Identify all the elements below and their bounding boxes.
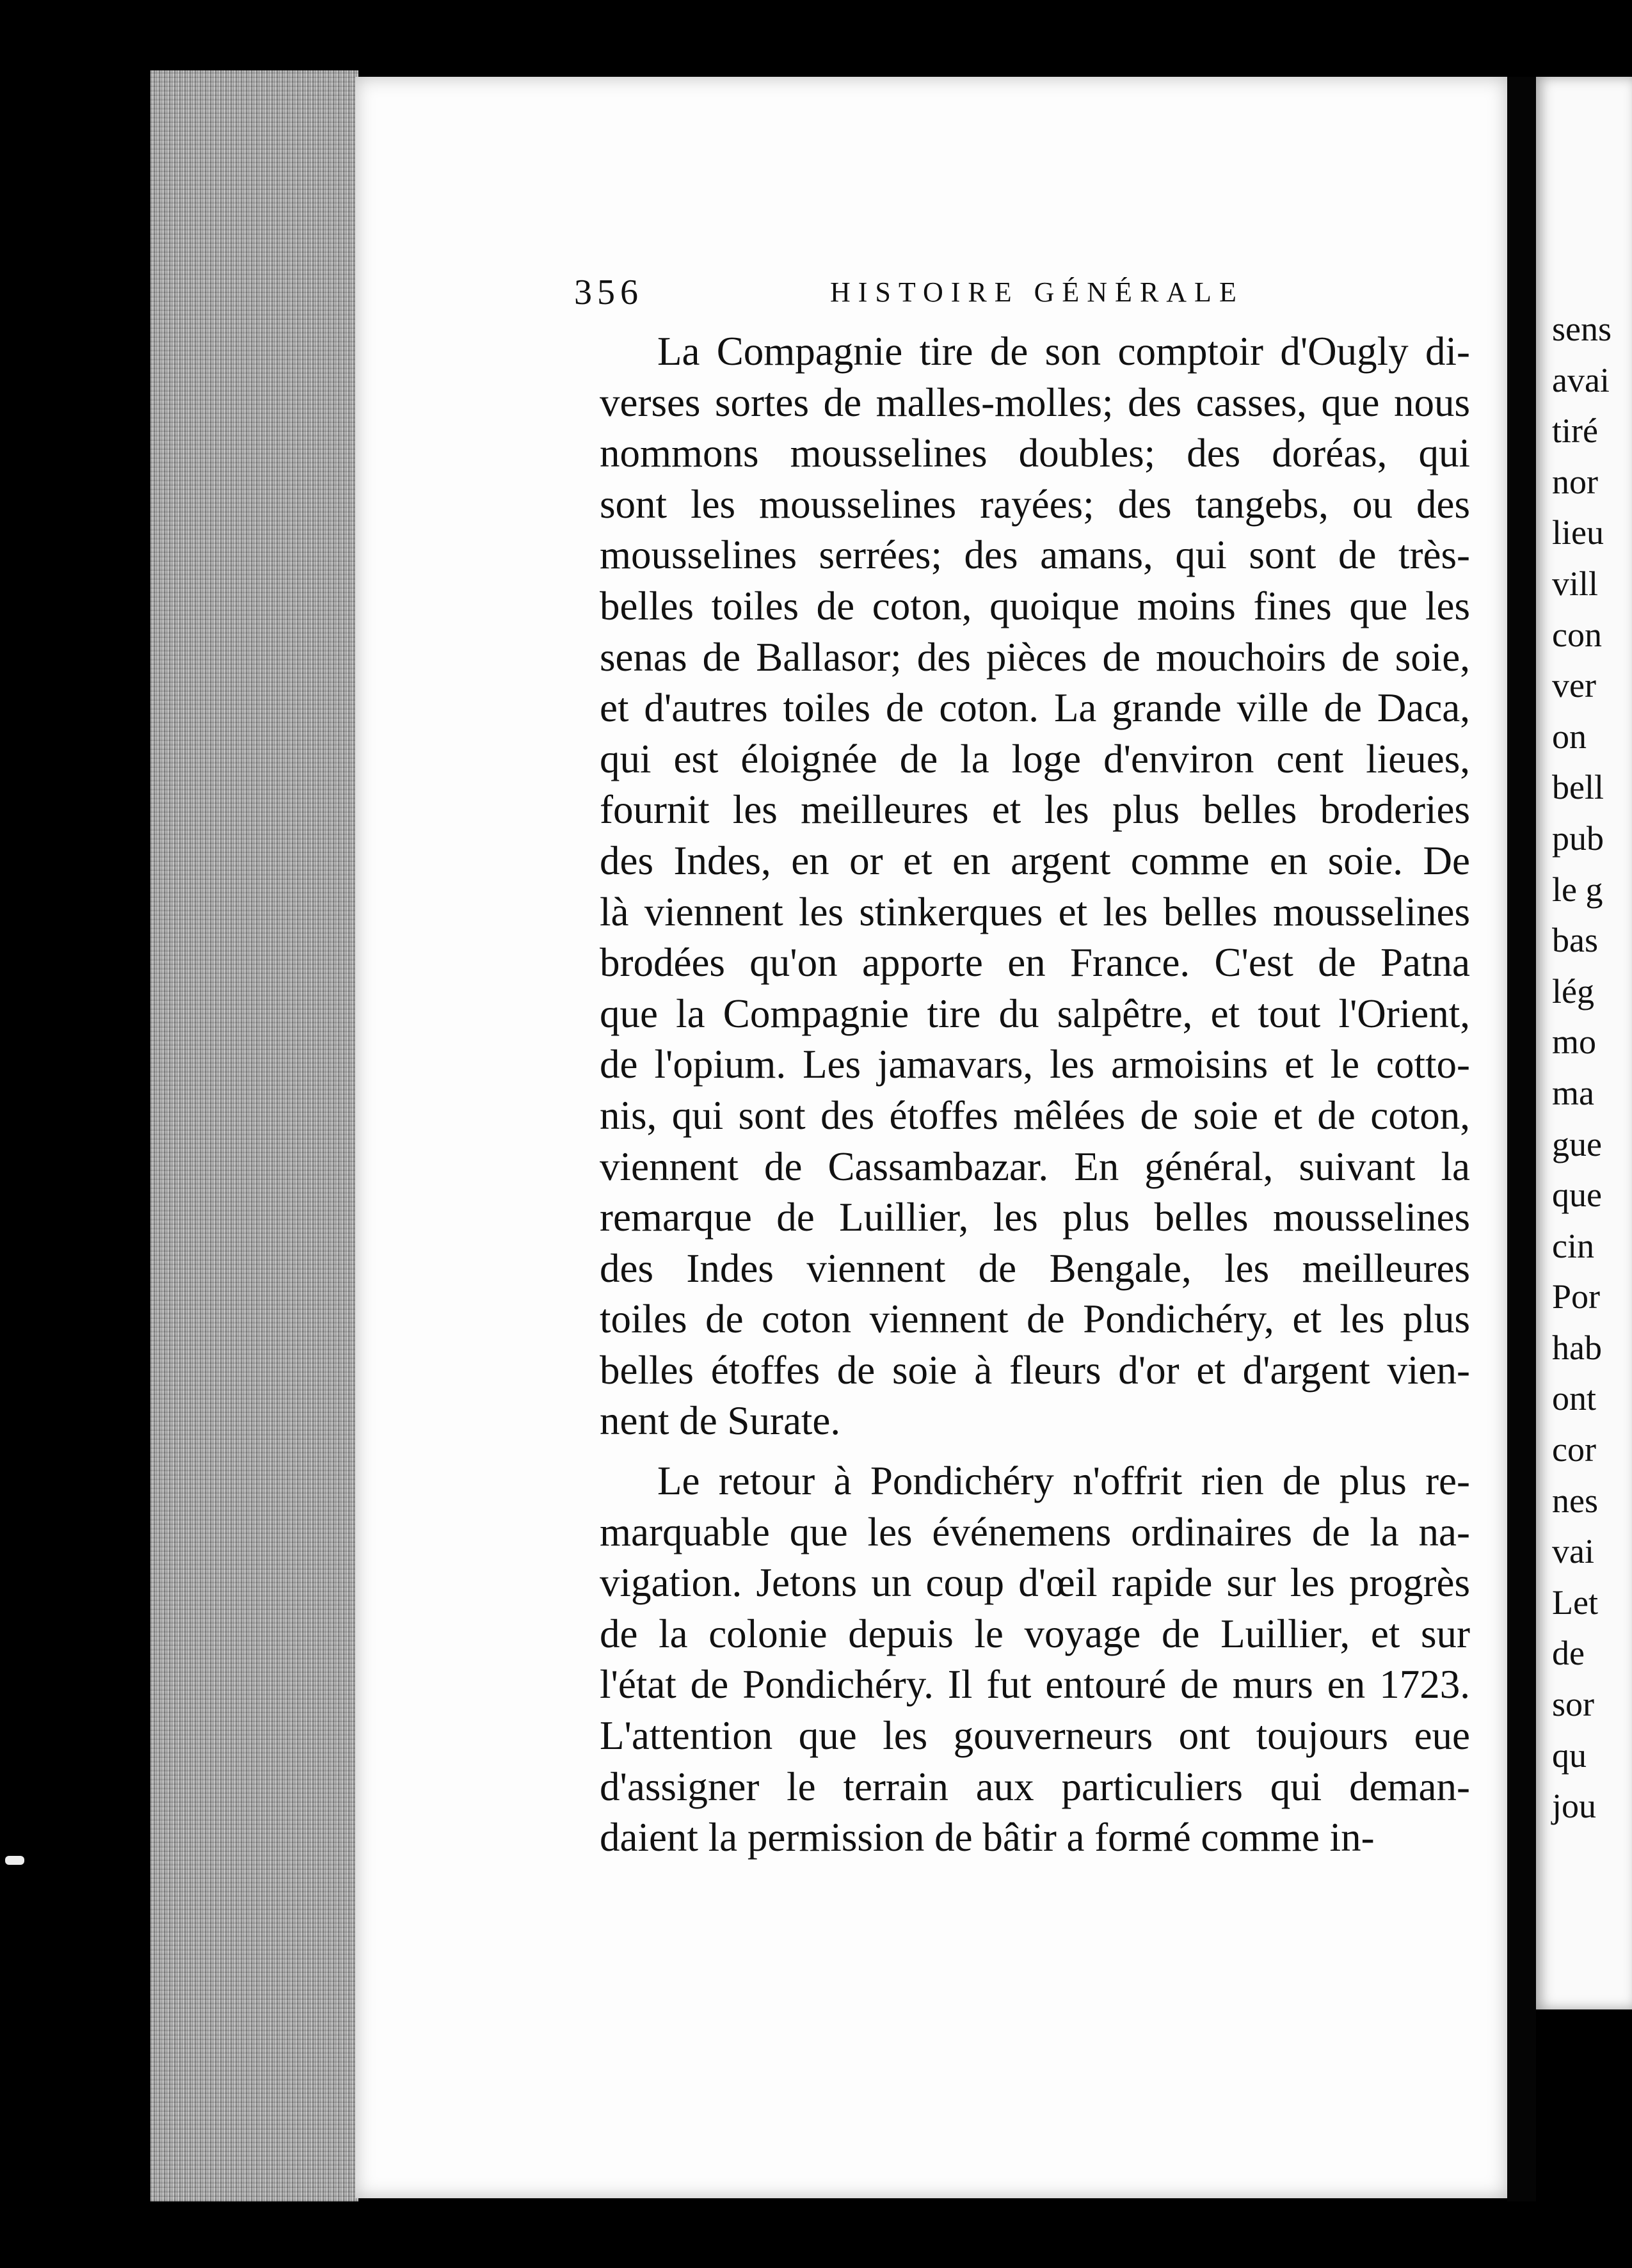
text-line: nent de Surate.	[600, 1398, 841, 1444]
page-number: 356	[574, 273, 643, 312]
text-line: mousselines serrées; des amans, qui sont de très-	[600, 532, 1470, 578]
book-gutter	[1507, 77, 1536, 2201]
right-page-line: le g	[1552, 870, 1603, 909]
right-page-line: lég	[1552, 971, 1594, 1010]
right-page-line: con	[1552, 615, 1602, 654]
text-line: et d'autres toiles de coton. La grande ville de Daca,	[600, 685, 1470, 731]
body-text	[600, 326, 1470, 1864]
right-page-line: sens	[1552, 310, 1612, 348]
paragraph-2	[600, 1456, 1470, 1864]
text-line: des Indes, en or et en argent comme en soie. De	[600, 838, 1470, 883]
paragraph-1	[600, 326, 1470, 1447]
text-line: belles toiles de coton, quoique moins fines que les	[600, 583, 1470, 628]
right-page-line: avai	[1552, 360, 1610, 399]
page-edges-stack	[150, 70, 358, 2201]
right-page-line: cin	[1552, 1226, 1594, 1265]
text-line: vigation. Jetons un coup d'œil rapide sur les progrès	[600, 1560, 1470, 1606]
scan-artifact	[5, 1856, 24, 1865]
text-line: des Indes viennent de Bengale, les meilleures	[600, 1245, 1470, 1291]
right-page-line: lieu	[1552, 513, 1604, 552]
right-page-line: nor	[1552, 462, 1598, 501]
text-line: senas de Ballasor; des pièces de mouchoirs de soie,	[600, 634, 1470, 680]
text-line: viennent de Cassambazar. En général, suivant la	[600, 1144, 1470, 1189]
text-line: sont les mousselines rayées; des tangebs, ou des	[600, 481, 1470, 527]
right-page-line: hab	[1552, 1328, 1602, 1367]
right-page-line: bas	[1552, 921, 1598, 960]
text-line: brodées qu'on apporte en France. C'est de Patna	[600, 940, 1470, 986]
right-page-line: bell	[1552, 768, 1604, 807]
text-line: Le retour à Pondichéry n'offrit rien de plus re-	[657, 1458, 1470, 1504]
right-page-line: ont	[1552, 1379, 1597, 1418]
right-page-line: vill	[1552, 564, 1599, 603]
text-line: remarque de Luillier, les plus belles mousselines	[600, 1195, 1470, 1240]
right-page-fragments	[1552, 304, 1612, 1832]
right-page-line: vai	[1552, 1532, 1594, 1571]
text-line: daient la permission de bâtir a formé comme in-	[600, 1815, 1375, 1860]
text-line: toiles de coton viennent de Pondichéry, et les plus	[600, 1297, 1470, 1342]
text-line: là viennent les stinkerques et les belles mousselines	[600, 889, 1470, 934]
right-page-line: tiré	[1552, 411, 1598, 451]
right-page-line: de	[1552, 1634, 1585, 1673]
text-line: de la colonie depuis le voyage de Luillier, et sur	[600, 1611, 1470, 1656]
text-line: L'attention que les gouverneurs ont toujours eue	[600, 1713, 1470, 1759]
right-page-line: que	[1552, 1176, 1602, 1215]
right-page-line: ma	[1552, 1073, 1594, 1112]
right-page-slice	[1536, 77, 1632, 2009]
text-line: verses sortes de malles-molles; des casses, que nous	[600, 379, 1470, 425]
right-page-line: qu	[1552, 1736, 1587, 1775]
right-page-line: on	[1552, 717, 1587, 756]
right-page-line: gue	[1552, 1124, 1602, 1163]
right-page-line: ver	[1552, 666, 1596, 705]
text-line: l'état de Pondichéry. Il fut entouré de murs en 1723.	[600, 1662, 1470, 1707]
right-page-line: jou	[1552, 1787, 1597, 1826]
text-line: nommons mousselines doubles; des doréas, qui	[600, 431, 1470, 476]
right-page-line: pub	[1552, 819, 1604, 858]
text-line: que la Compagnie tire du salpêtre, et tout l'Orient,	[600, 991, 1470, 1036]
text-line: d'assigner le terrain aux particuliers qui deman-	[600, 1764, 1470, 1809]
text-line: La Compagnie tire de son comptoir d'Ougly di-	[657, 329, 1470, 374]
text-line: belles étoffes de soie à fleurs d'or et d'argent vien-	[600, 1347, 1470, 1393]
right-page-line: sor	[1552, 1685, 1594, 1724]
text-line: fournit les meilleures et les plus belles broderies	[600, 787, 1470, 833]
text-line: marquable que les événemens ordinaires de la na-	[600, 1509, 1470, 1554]
text-line: nis, qui sont des étoffes mêlées de soie et de coton,	[600, 1092, 1470, 1138]
right-page-line: mo	[1552, 1023, 1597, 1062]
text-line: de l'opium. Les jamavars, les armoisins et le cotto-	[600, 1042, 1470, 1087]
text-line: qui est éloignée de la loge d'environ cent lieues,	[600, 736, 1470, 781]
header-title: HISTOIRE GÉNÉRALE	[830, 276, 1244, 308]
right-page-line: Por	[1552, 1277, 1601, 1316]
right-page-line: Let	[1552, 1583, 1598, 1622]
running-head	[574, 272, 1252, 323]
right-page-line: cor	[1552, 1430, 1596, 1469]
right-page-line: nes	[1552, 1481, 1598, 1520]
